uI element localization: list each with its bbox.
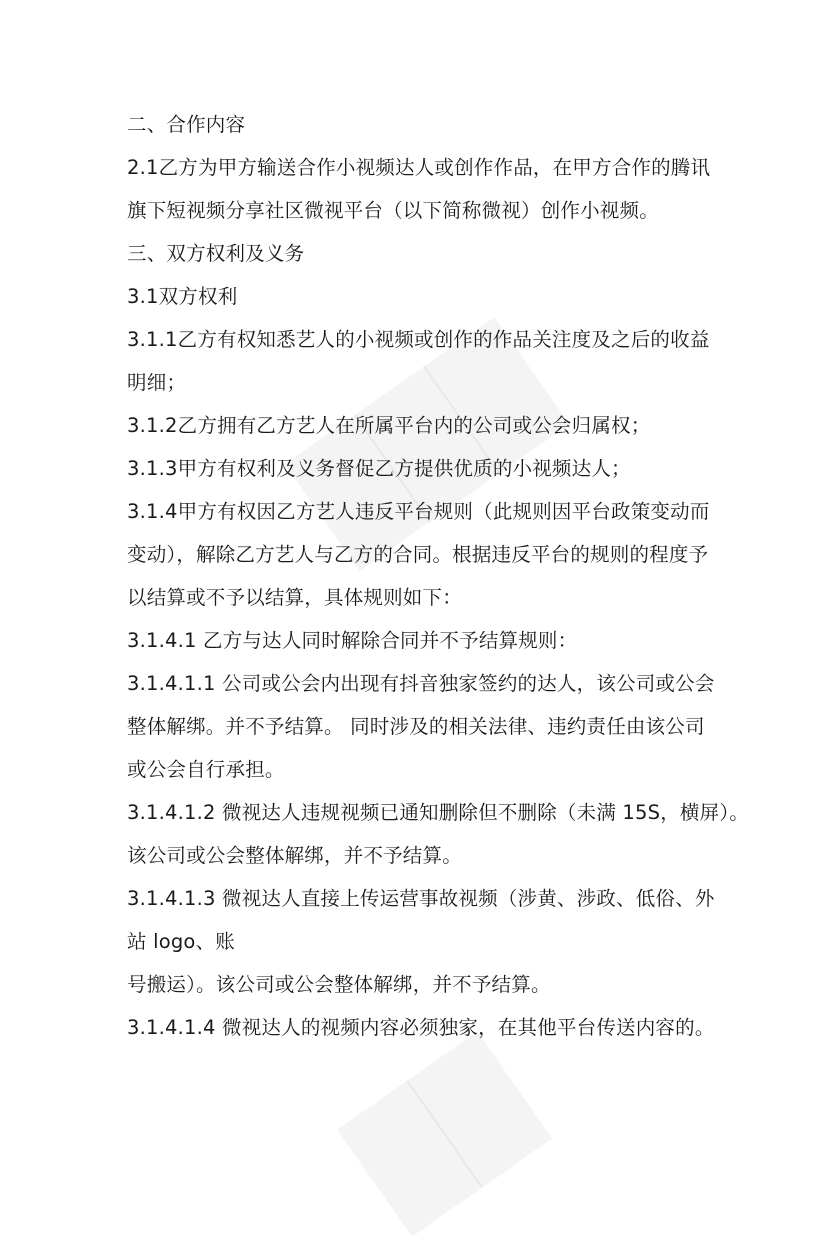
paragraph-line: 3.1.3甲方有权利及义务督促乙方提供优质的小视频达人；	[127, 457, 631, 480]
subsection-heading: 3.1双方权利	[127, 285, 238, 308]
paragraph-line: 变动），解除乙方艺人与乙方的合同。根据违反平台的规则的程度予	[127, 543, 709, 566]
watermark	[286, 319, 567, 569]
paragraph-line: 或公会自行承担。	[127, 758, 285, 781]
paragraph-line: 整体解绑。并不予结算。 同时涉及的相关法律、违约责任由该公司	[127, 715, 705, 738]
paragraph-line: 3.1.4.1 乙方与达人同时解除合同并不予结算规则：	[127, 629, 578, 652]
section-heading-rights: 三、双方权利及义务	[127, 242, 305, 265]
paragraph-line: 2.1乙方为甲方输送合作小视频达人或创作作品，在甲方合作的腾讯	[127, 156, 711, 179]
paragraph-line: 3.1.4.1.3 微视达人直接上传运营事故视频（涉黄、涉政、低俗、外	[127, 887, 715, 910]
paragraph-line: 站 logo、账	[127, 930, 235, 953]
paragraph-line: 3.1.2乙方拥有乙方艺人在所属平台内的公司或公会归属权；	[127, 414, 651, 437]
section-heading-cooperation: 二、合作内容	[127, 113, 246, 136]
paragraph-line: 号搬运）。该公司或公会整体解绑，并不予结算。	[127, 973, 551, 996]
paragraph-line: 明细；	[127, 371, 187, 394]
paragraph-line: 3.1.4.1.1 公司或公会内出现有抖音独家签约的达人，该公司或公会	[127, 672, 715, 695]
paragraph-line: 3.1.4.1.2 微视达人违规视频已通知删除但不删除（未满 15S，横屏）。	[127, 801, 749, 824]
paragraph-line: 3.1.4.1.4 微视达人的视频内容必须独家，在其他平台传送内容的。	[127, 1016, 715, 1039]
paragraph-line: 以结算或不予以结算，具体规则如下：	[127, 586, 462, 609]
watermark	[339, 1033, 551, 1235]
paragraph-line: 该公司或公会整体解绑，并不予结算。	[127, 844, 462, 867]
paragraph-line: 3.1.1乙方有权知悉艺人的小视频或创作的作品关注度及之后的收益	[127, 328, 710, 351]
paragraph-line: 旗下短视频分享社区微视平台（以下简称微视）创作小视频。	[127, 199, 659, 222]
paragraph-line: 3.1.4甲方有权因乙方艺人违反平台规则（此规则因平台政策变动而	[127, 500, 710, 523]
